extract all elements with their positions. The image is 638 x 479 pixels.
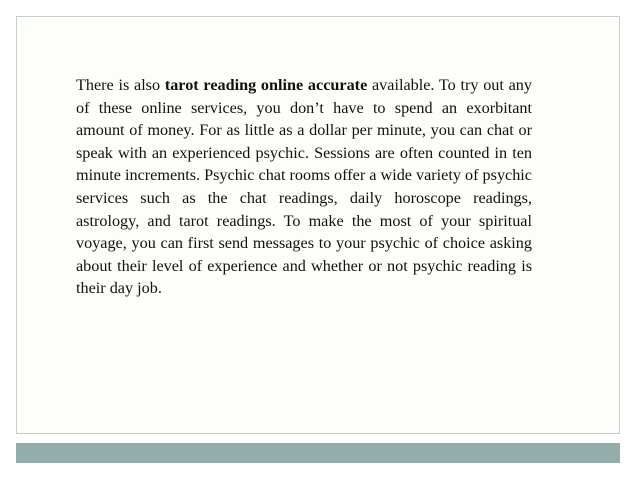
paragraph-body: available. To try out any of these online services, you don’t have to spend an exorbitant amount of money. For as little as a dollar per minute, you can chat or speak with an experienced psychic. Sessions are often counted in ten minute increments. Psychic chat rooms offer a wide variety of psychic services such as the chat readings, daily horoscope readings, astrology, and tarot readings. To make the most of your spiritual voyage, you can first send messages to your psychic of choice asking about their level of experience and whether or not psychic reading is their day job.: [76, 76, 532, 298]
footer-bar: [16, 443, 620, 463]
highlighted-keyword-link: tarot reading online accurate: [164, 76, 368, 94]
paragraph-intro: There is also: [76, 76, 165, 94]
body-paragraph: [76, 74, 532, 300]
